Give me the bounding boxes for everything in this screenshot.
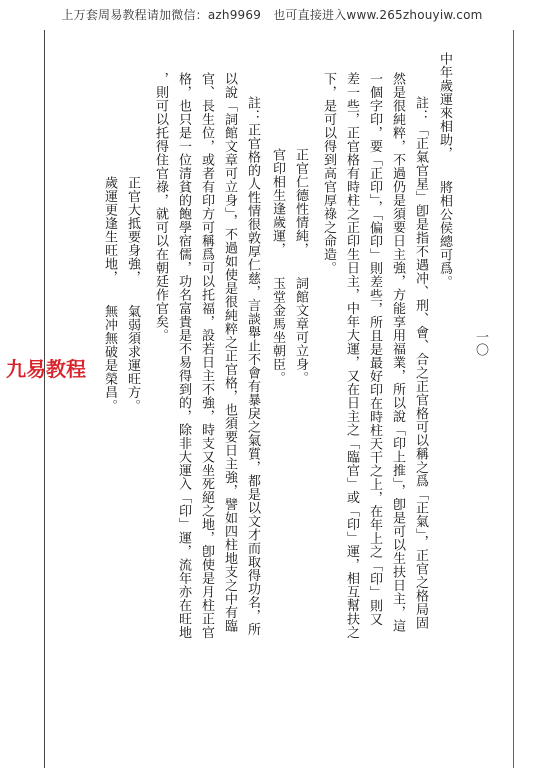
page-number: 一〇 <box>473 330 488 356</box>
verse-line: 中年歲運來相助， 將相公侯總可爲。 <box>437 52 452 289</box>
commentary-line: 差一些，正官格有時柱之正印生日主，中年大運，又在日主之「臨官」或「印」運，相互幫扶之 <box>344 72 359 639</box>
commentary-line: 一個字印，要「正印」，「偏印」則差些，所且是最好印在時柱天干之上，在年上之「印」則又 <box>367 72 382 626</box>
commentary-line: 以說「詞館文章可立身」，不過如使是很純粹之正官格，也須要日主強，譬如四柱地支之中有臨 <box>222 72 237 633</box>
verse-line: 官印相生逢歲運， 玉堂金馬坐朝臣。 <box>270 148 285 385</box>
commentary-line: 格，也只是一位清貧的飽學宿儒，功名富貴是不易得到的，除非大運入「印」運，流年亦在旺地 <box>176 72 191 639</box>
verse-line: 正官大抵要身強， 氣弱須求運旺方。 <box>125 176 140 413</box>
verse-line: 歲運更逢生旺地， 無冲無破是榮昌。 <box>102 176 117 413</box>
commentary-line: 註：「正氣官星」卽是指不遇冲、刑、會、合之正官格可以稱之爲「正氣」，正官之格局固 <box>413 96 428 630</box>
verse-line: 正官仁德性情純， 詞館文章可立身。 <box>293 148 308 385</box>
commentary-line: ，則可以托得住官祿，就可以在朝廷作官矣。 <box>153 72 168 342</box>
commentary-line: 註：正官格的人性情很敦厚仁慈，言談舉止不會有暴戾之氣質，都是以文才而取得功名，所 <box>245 96 260 636</box>
commentary-line: 官、長生位，或者有印方可稱爲可以托福，設若日主不強，時支又坐死絕之地，卽使是月柱正官 <box>199 72 214 639</box>
commentary-line: 下，是可以得到高官厚祿之命造。 <box>321 72 336 275</box>
top-banner: 上万套周易教程请加微信：azh9969 也可直接进入www.265zhouyiw.com <box>61 8 483 22</box>
commentary-line: 然是很純粹，不過仍是須要日主強，方能享用福業，所以說「印上推」，卽是可以生扶日主，這 <box>390 72 405 633</box>
watermark: 九易教程 <box>6 357 86 381</box>
